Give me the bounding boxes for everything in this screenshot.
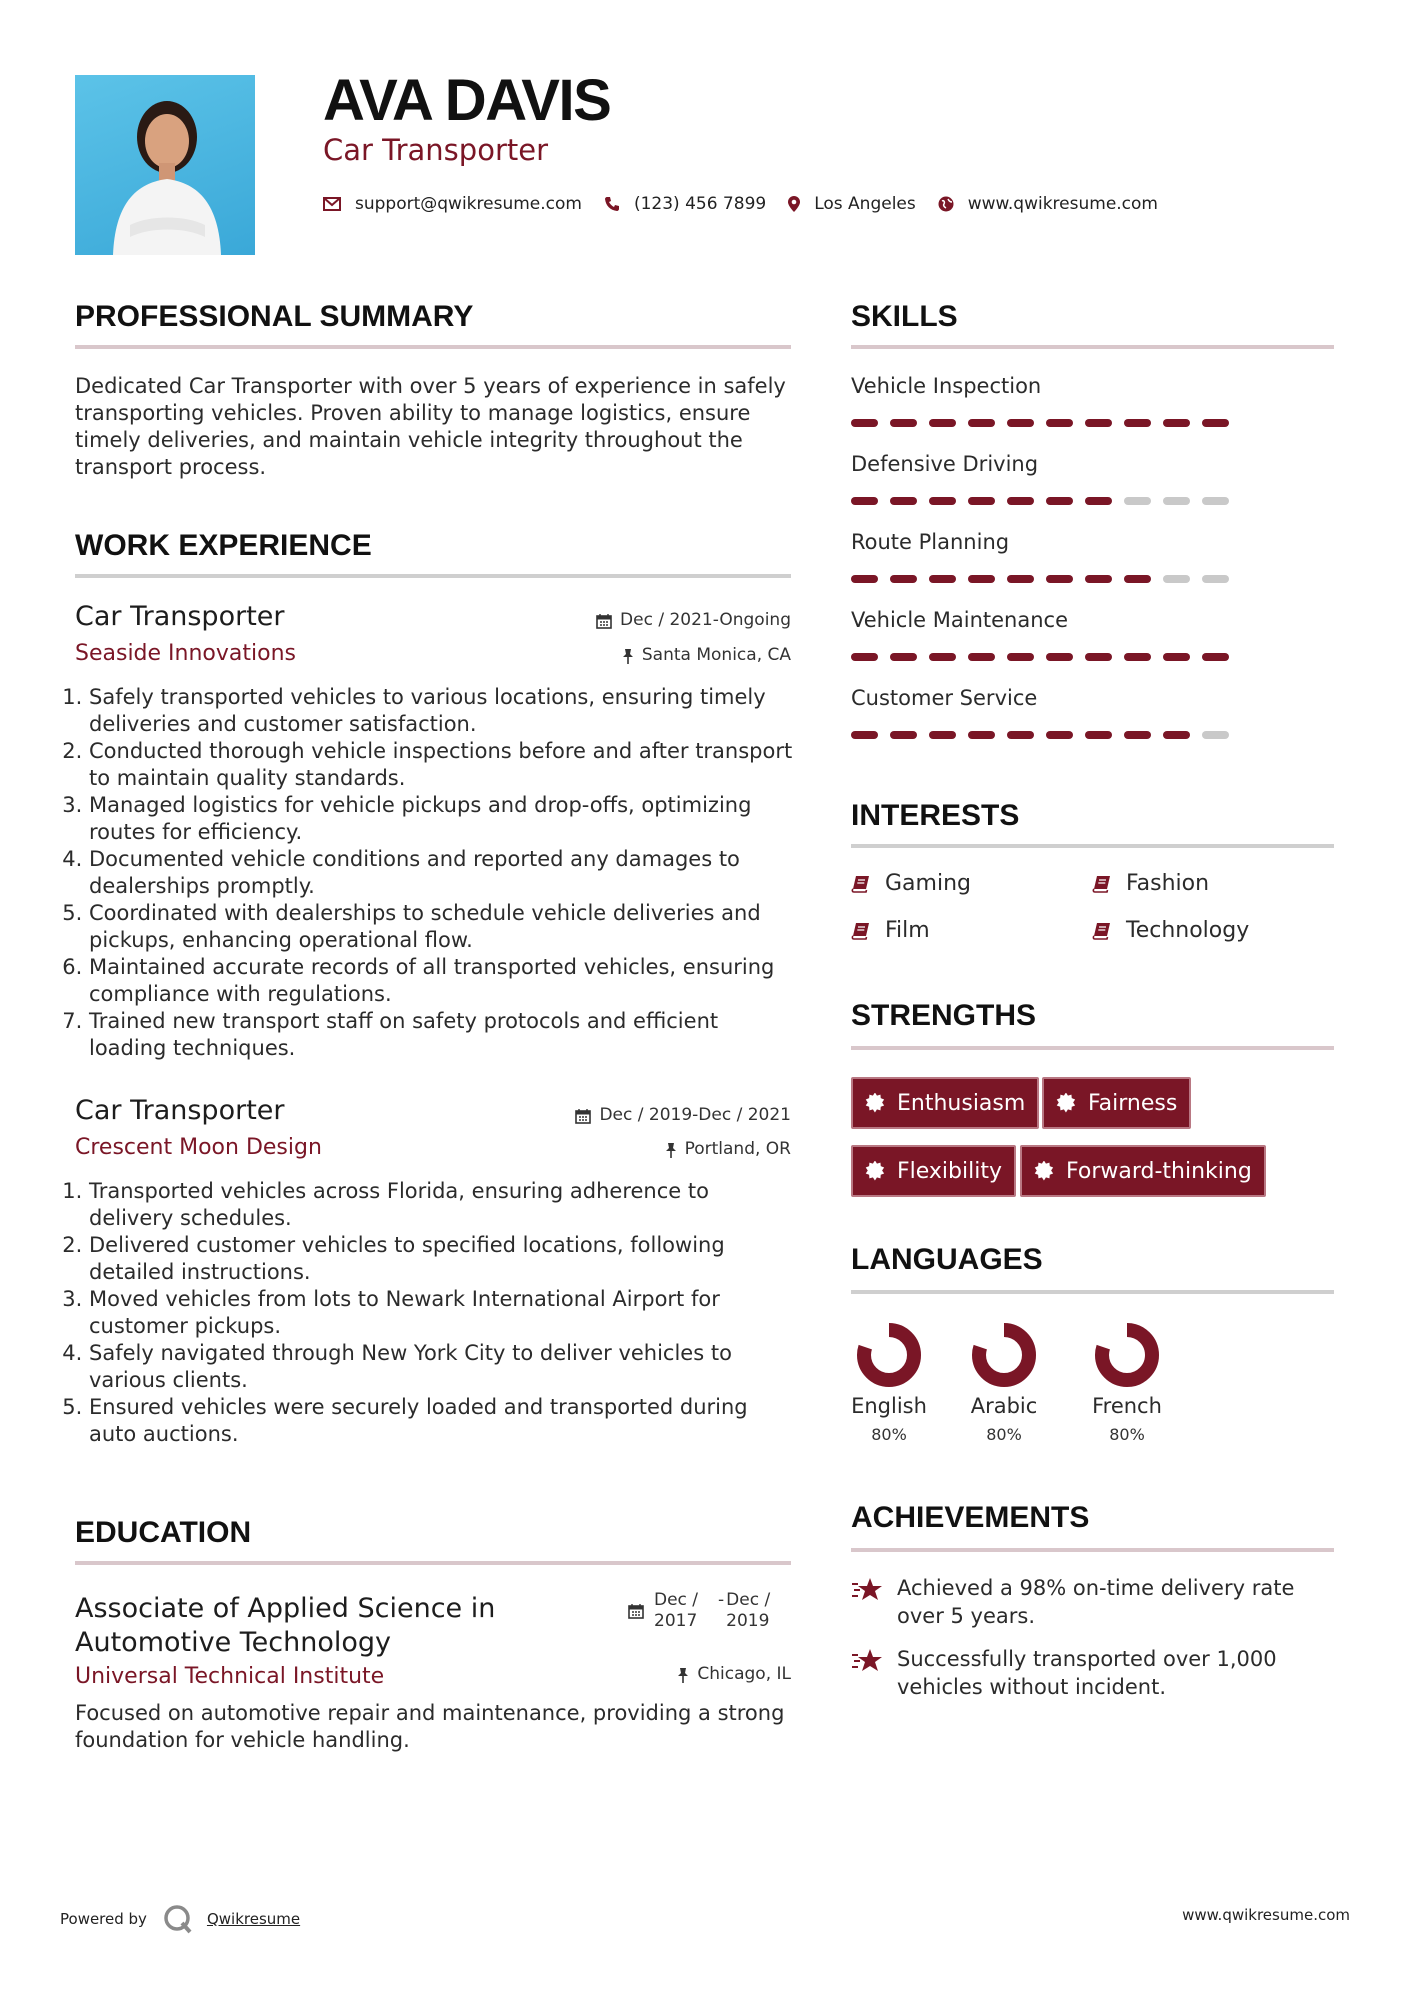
job-date-text: Dec / 2019-Dec / 2021 bbox=[599, 1105, 791, 1125]
achievement-text: Successfully transported over 1,000 vehicles without incident. bbox=[897, 1647, 1277, 1699]
language-percent: 80% bbox=[871, 1425, 907, 1444]
skill-label: Customer Service bbox=[851, 686, 1038, 710]
skill-dot bbox=[851, 575, 878, 583]
interest-item bbox=[1092, 920, 1249, 942]
date-from bbox=[654, 1590, 698, 1632]
summary-text: Dedicated Car Transporter with over 5 years of experience in safely transporting vehicles. Proven ability to manage logistics, ensure timely deliveries, and maintain vehicle integrity throughout the transport process. bbox=[75, 374, 786, 479]
interests-divider bbox=[851, 844, 1334, 848]
skill-dot bbox=[1124, 653, 1151, 661]
skill-label: Defensive Driving bbox=[851, 452, 1039, 476]
skill-dot bbox=[890, 653, 917, 661]
skill-row bbox=[851, 688, 1241, 739]
achievements-heading: ACHIEVEMENTS bbox=[851, 1501, 1090, 1534]
skill-dot bbox=[1085, 575, 1112, 583]
job-location-text: Portland, OR bbox=[684, 1139, 791, 1159]
skill-dot bbox=[1163, 419, 1190, 427]
book-icon bbox=[1092, 922, 1112, 940]
skill-dot bbox=[1046, 575, 1073, 583]
education-location bbox=[491, 1666, 791, 1683]
website-text: www.qwikresume.com bbox=[967, 194, 1158, 214]
skill-dot bbox=[929, 419, 956, 427]
skill-dot bbox=[1202, 497, 1229, 505]
language-name: French bbox=[1092, 1394, 1162, 1418]
skill-dot bbox=[968, 575, 995, 583]
star-icon bbox=[851, 1647, 883, 1673]
strength-tag bbox=[851, 1077, 1039, 1129]
job-duties bbox=[71, 684, 793, 1062]
skill-dot bbox=[1007, 575, 1034, 583]
job-location-text: Santa Monica, CA bbox=[641, 645, 791, 665]
interest-label: Film bbox=[885, 918, 930, 943]
skill-rating bbox=[851, 497, 1241, 505]
duty-item: 7. Trained new transport staff on safety protocols and efficient loading techniques. bbox=[89, 1008, 793, 1062]
skill-dot bbox=[1163, 575, 1190, 583]
education-heading: EDUCATION bbox=[75, 1516, 252, 1549]
skill-dot bbox=[929, 497, 956, 505]
language-name: Arabic bbox=[970, 1394, 1038, 1418]
pin-icon bbox=[622, 648, 634, 664]
interest-label: Gaming bbox=[885, 871, 971, 896]
duty-item: 3. Moved vehicles from lots to Newark International Airport for customer pickups. bbox=[89, 1286, 793, 1340]
pin-icon bbox=[665, 1142, 677, 1158]
languages-heading: LANGUAGES bbox=[851, 1243, 1043, 1276]
skill-dot bbox=[1163, 731, 1190, 739]
experience-heading: WORK EXPERIENCE bbox=[75, 529, 372, 562]
date-from-year: 2017 bbox=[654, 1611, 698, 1631]
skills-divider bbox=[851, 345, 1334, 349]
language-item bbox=[966, 1322, 1042, 1443]
book-icon bbox=[851, 922, 871, 940]
skill-dot bbox=[1007, 653, 1034, 661]
calendar-icon bbox=[575, 1108, 591, 1124]
badge-icon bbox=[1034, 1161, 1054, 1181]
interest-item bbox=[851, 920, 930, 942]
job-date-text: Dec / 2021-Ongoing bbox=[620, 610, 791, 630]
skill-row bbox=[851, 532, 1241, 583]
summary-divider bbox=[75, 345, 791, 349]
strengths-heading: STRENGTHS bbox=[851, 999, 1037, 1032]
duty-item: 5. Coordinated with dealerships to schedule vehicle deliveries and pickups, enhancing operational flow. bbox=[89, 900, 793, 954]
duty-item: 2. Delivered customer vehicles to specified locations, following detailed instructions. bbox=[89, 1232, 793, 1286]
duty-item: 2. Conducted thorough vehicle inspections before and after transport to maintain quality standards. bbox=[89, 738, 793, 792]
skill-label: Vehicle Inspection bbox=[851, 374, 1042, 398]
badge-icon bbox=[865, 1093, 885, 1113]
skill-label: Vehicle Maintenance bbox=[851, 608, 1069, 632]
skill-dot bbox=[968, 731, 995, 739]
skill-dot bbox=[1085, 731, 1112, 739]
skill-dot bbox=[929, 575, 956, 583]
strength-label: Enthusiasm bbox=[897, 1090, 1026, 1116]
duty-item: 6. Maintained accurate records of all transported vehicles, ensuring compliance with regulations. bbox=[89, 954, 793, 1008]
skill-dot bbox=[1046, 419, 1073, 427]
skill-dot bbox=[1124, 497, 1151, 505]
strength-tag bbox=[851, 1145, 1016, 1197]
map-pin-icon bbox=[788, 196, 800, 212]
date-separator: - bbox=[718, 1590, 725, 1610]
contact-email[interactable] bbox=[323, 194, 582, 214]
skill-dot bbox=[929, 731, 956, 739]
degree-line-2: Automotive Technology bbox=[75, 1627, 392, 1658]
language-percent: 80% bbox=[1109, 1425, 1145, 1444]
education-date bbox=[628, 1590, 770, 1632]
skill-dot bbox=[1124, 419, 1151, 427]
skill-label: Route Planning bbox=[851, 530, 1010, 554]
school-name: Universal Technical Institute bbox=[75, 1664, 385, 1689]
date-to bbox=[726, 1590, 770, 1632]
job-location bbox=[491, 1141, 791, 1158]
skill-dot bbox=[851, 653, 878, 661]
duty-item: 1. Transported vehicles across Florida, ensuring adherence to delivery schedules. bbox=[89, 1178, 793, 1232]
skill-dot bbox=[890, 497, 917, 505]
badge-icon bbox=[865, 1161, 885, 1181]
book-icon bbox=[1092, 875, 1112, 893]
duty-item: 4. Safely navigated through New York City to deliver vehicles to various clients. bbox=[89, 1340, 793, 1394]
strength-tag bbox=[1042, 1077, 1191, 1129]
degree-line-1: Associate of Applied Science in bbox=[75, 1593, 496, 1624]
languages-divider bbox=[851, 1290, 1334, 1294]
phone-text: (123) 456 7899 bbox=[633, 194, 767, 214]
phone-icon bbox=[604, 196, 620, 212]
strengths-divider bbox=[851, 1046, 1334, 1050]
achievement-item bbox=[851, 1645, 1341, 1701]
skill-rating bbox=[851, 731, 1241, 739]
interest-item bbox=[1092, 873, 1209, 895]
job-date bbox=[491, 1107, 791, 1124]
book-icon bbox=[851, 875, 871, 893]
interest-item bbox=[851, 873, 971, 895]
badge-icon bbox=[1056, 1093, 1076, 1113]
powered-by-text: Powered by bbox=[60, 1910, 147, 1928]
skill-dot bbox=[890, 731, 917, 739]
envelope-icon bbox=[323, 197, 341, 211]
language-ring bbox=[856, 1322, 922, 1388]
date-from-month: Dec / bbox=[654, 1590, 699, 1610]
strength-label: Forward-thinking bbox=[1066, 1158, 1252, 1184]
job-company: Seaside Innovations bbox=[75, 641, 296, 666]
skill-dot bbox=[1007, 419, 1034, 427]
degree-title bbox=[75, 1592, 495, 1660]
language-ring bbox=[1094, 1322, 1160, 1388]
contact-phone[interactable] bbox=[604, 194, 766, 214]
skill-dot bbox=[1046, 731, 1073, 739]
strength-tag bbox=[1020, 1145, 1266, 1197]
skill-dot bbox=[1085, 497, 1112, 505]
skill-dot bbox=[1202, 575, 1229, 583]
language-name: English bbox=[851, 1394, 927, 1418]
skill-dot bbox=[1202, 653, 1229, 661]
languages-list bbox=[851, 1322, 1165, 1443]
language-item bbox=[851, 1322, 927, 1443]
job-title: Car Transporter bbox=[75, 1095, 285, 1126]
footer-powered bbox=[60, 1904, 300, 1934]
skill-dot bbox=[1085, 419, 1112, 427]
strength-label: Fairness bbox=[1088, 1090, 1178, 1116]
interests-heading: INTERESTS bbox=[851, 799, 1020, 832]
skill-dot bbox=[890, 419, 917, 427]
job-location bbox=[491, 647, 791, 664]
skill-dot bbox=[1124, 575, 1151, 583]
skill-row bbox=[851, 376, 1241, 427]
language-ring bbox=[971, 1322, 1037, 1388]
achievement-text: Achieved a 98% on-time delivery rate over 5 years. bbox=[897, 1576, 1295, 1628]
location-text: Los Angeles bbox=[814, 194, 916, 214]
skills-heading: SKILLS bbox=[851, 300, 958, 333]
job-duties bbox=[71, 1178, 793, 1448]
date-to-month: Dec / bbox=[726, 1590, 771, 1610]
footer-url[interactable]: www.qwikresume.com bbox=[1182, 1906, 1350, 1924]
skill-dot bbox=[890, 575, 917, 583]
language-percent: 80% bbox=[986, 1425, 1022, 1444]
skill-rating bbox=[851, 653, 1241, 661]
skill-rating bbox=[851, 575, 1241, 583]
email-text: support@qwikresume.com bbox=[355, 194, 582, 214]
skill-row bbox=[851, 610, 1241, 661]
profile-photo bbox=[75, 75, 255, 255]
contact-bar bbox=[323, 194, 1180, 214]
globe-icon bbox=[938, 196, 954, 212]
skill-dot bbox=[851, 497, 878, 505]
skill-dot bbox=[1007, 731, 1034, 739]
qwikresume-logo-icon bbox=[163, 1904, 193, 1934]
skill-dot bbox=[1007, 497, 1034, 505]
brand-link[interactable]: Qwikresume bbox=[206, 1910, 301, 1928]
skill-dot bbox=[851, 419, 878, 427]
duty-item: 4. Documented vehicle conditions and reported any damages to dealerships promptly. bbox=[89, 846, 793, 900]
calendar-icon bbox=[596, 613, 612, 629]
duty-item: 3. Managed logistics for vehicle pickups and drop-offs, optimizing routes for efficiency. bbox=[89, 792, 793, 846]
skill-dot bbox=[968, 497, 995, 505]
duty-item: 5. Ensured vehicles were securely loaded and transported during auto auctions. bbox=[89, 1394, 793, 1448]
skill-dot bbox=[968, 653, 995, 661]
language-item bbox=[1089, 1322, 1165, 1443]
date-to-year: 2019 bbox=[726, 1611, 770, 1631]
skill-dot bbox=[929, 653, 956, 661]
education-text: Focused on automotive repair and maintenance, providing a strong foundation for vehicle handling. bbox=[75, 1701, 785, 1752]
duty-item: 1. Safely transported vehicles to various locations, ensuring timely deliveries and customer satisfaction. bbox=[89, 684, 793, 738]
job-title: Car Transporter bbox=[75, 601, 285, 632]
star-icon bbox=[851, 1576, 883, 1602]
contact-location bbox=[788, 194, 916, 214]
achievements-divider bbox=[851, 1548, 1334, 1552]
skill-rating bbox=[851, 419, 1241, 427]
interest-label: Technology bbox=[1126, 918, 1250, 943]
job-company: Crescent Moon Design bbox=[75, 1135, 322, 1160]
strength-label: Flexibility bbox=[897, 1158, 1002, 1184]
skill-dot bbox=[1202, 419, 1229, 427]
calendar-icon bbox=[628, 1603, 644, 1619]
skill-dot bbox=[1085, 653, 1112, 661]
education-location-text: Chicago, IL bbox=[697, 1664, 791, 1684]
skill-dot bbox=[1163, 653, 1190, 661]
skill-dot bbox=[1046, 497, 1073, 505]
experience-divider bbox=[75, 574, 791, 578]
interest-label: Fashion bbox=[1126, 871, 1210, 896]
skill-dot bbox=[851, 731, 878, 739]
job-date bbox=[491, 612, 791, 629]
skill-dot bbox=[968, 419, 995, 427]
summary-heading: PROFESSIONAL SUMMARY bbox=[75, 300, 474, 333]
skill-dot bbox=[1124, 731, 1151, 739]
skill-dot bbox=[1163, 497, 1190, 505]
candidate-name: AVA DAVIS bbox=[323, 68, 611, 133]
candidate-role: Car Transporter bbox=[323, 133, 549, 167]
pin-icon bbox=[677, 1667, 689, 1683]
skill-dot bbox=[1046, 653, 1073, 661]
contact-website[interactable] bbox=[938, 194, 1158, 214]
education-divider bbox=[75, 1561, 791, 1565]
achievement-item bbox=[851, 1574, 1341, 1630]
skill-row bbox=[851, 454, 1241, 505]
skill-dot bbox=[1202, 731, 1229, 739]
